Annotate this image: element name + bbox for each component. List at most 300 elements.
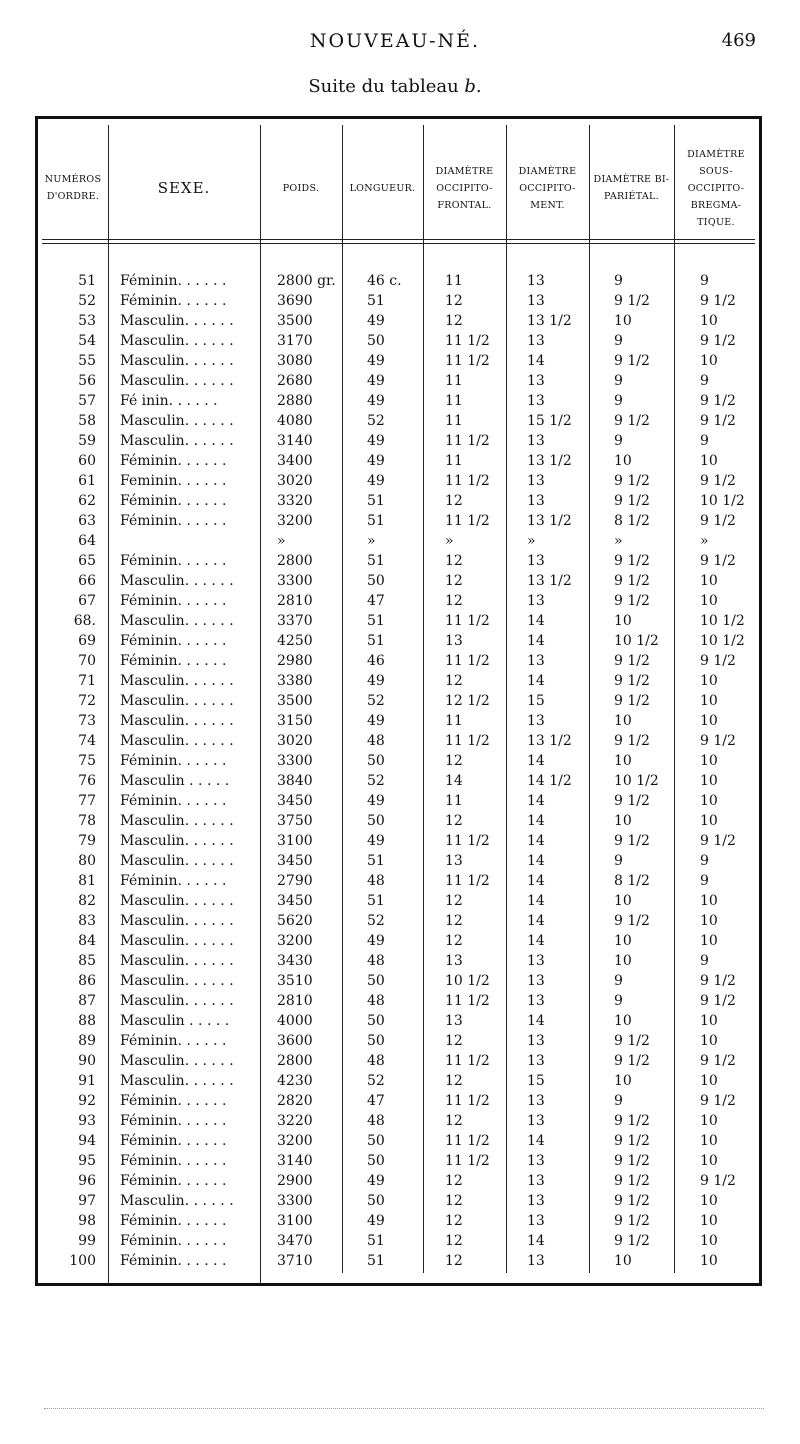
cell-sexe: Masculin . . . . . — [120, 1013, 230, 1029]
subtitle-text: Suite du tableau — [308, 76, 465, 97]
cell-poids: 3320 — [277, 493, 313, 509]
cell-sexe: Masculin. . . . . . — [120, 1053, 234, 1069]
cell-sexe: Feminin. . . . . . — [120, 473, 227, 489]
cell-occipito-frontal: 11 1/2 — [445, 353, 490, 369]
cell-sexe: Masculin. . . . . . — [120, 1073, 234, 1089]
cell-bi-parietal: 9 1/2 — [614, 293, 650, 309]
cell-occipito-frontal: 12 — [445, 1213, 463, 1229]
cell-numero: 60 — [78, 453, 96, 469]
cell-numero: 77 — [78, 793, 96, 809]
cell-bi-parietal: 9 1/2 — [614, 913, 650, 929]
cell-sexe: Masculin. . . . . . — [120, 573, 234, 589]
cell-sous-occipito-bregmatique: 9 — [700, 433, 709, 449]
cell-sous-occipito-bregmatique: 9 — [700, 373, 709, 389]
cell-longueur: 51 — [367, 853, 385, 869]
cell-occipito-mentonnier: 14 — [527, 853, 545, 869]
cell-longueur: 50 — [367, 813, 385, 829]
cell-poids: 3750 — [277, 813, 313, 829]
cell-occipito-mentonnier: 14 — [527, 793, 545, 809]
cell-sous-occipito-bregmatique: 9 1/2 — [700, 513, 736, 529]
cell-bi-parietal: 9 1/2 — [614, 653, 650, 669]
cell-sous-occipito-bregmatique: » — [700, 533, 709, 549]
cell-occipito-frontal: 11 1/2 — [445, 1053, 490, 1069]
cell-poids: 2900 — [277, 1173, 313, 1189]
cell-sous-occipito-bregmatique: 9 1/2 — [700, 1053, 736, 1069]
cell-sous-occipito-bregmatique: 9 1/2 — [700, 973, 736, 989]
cell-poids: 3300 — [277, 1193, 313, 1209]
cell-sous-occipito-bregmatique: 10 — [700, 1253, 718, 1269]
cell-longueur: 50 — [367, 573, 385, 589]
cell-longueur: » — [367, 533, 376, 549]
cell-occipito-frontal: 14 — [445, 773, 463, 789]
cell-occipito-mentonnier: 13 — [527, 273, 545, 289]
cell-longueur: 50 — [367, 1033, 385, 1049]
cell-longueur: 49 — [367, 393, 385, 409]
cell-occipito-mentonnier: 13 — [527, 393, 545, 409]
cell-numero: 83 — [78, 913, 96, 929]
cell-sous-occipito-bregmatique: 10 — [700, 1033, 718, 1049]
cell-sous-occipito-bregmatique: 10 — [700, 1153, 718, 1169]
cell-longueur: 49 — [367, 793, 385, 809]
cell-poids: 3220 — [277, 1113, 313, 1129]
cell-sexe: Masculin. . . . . . — [120, 833, 234, 849]
cell-bi-parietal: 9 1/2 — [614, 793, 650, 809]
cell-bi-parietal: 9 1/2 — [614, 473, 650, 489]
cell-longueur: 52 — [367, 1073, 385, 1089]
cell-poids: 2790 — [277, 873, 313, 889]
cell-poids: 2820 — [277, 1093, 313, 1109]
cell-bi-parietal: 9 — [614, 1093, 623, 1109]
page-footer-rule — [44, 1408, 764, 1413]
cell-bi-parietal: 9 1/2 — [614, 1153, 650, 1169]
cell-poids: 3100 — [277, 1213, 313, 1229]
cell-poids: 3500 — [277, 693, 313, 709]
cell-poids: 3450 — [277, 893, 313, 909]
cell-sexe: Masculin. . . . . . — [120, 433, 234, 449]
cell-longueur: 49 — [367, 373, 385, 389]
cell-bi-parietal: 10 — [614, 753, 632, 769]
cell-occipito-mentonnier: 13 — [527, 593, 545, 609]
cell-longueur: 49 — [367, 353, 385, 369]
cell-sous-occipito-bregmatique: 10 — [700, 1013, 718, 1029]
cell-occipito-frontal: 12 — [445, 1113, 463, 1129]
cell-numero: 59 — [78, 433, 96, 449]
cell-sexe: Masculin. . . . . . — [120, 693, 234, 709]
cell-occipito-frontal: 12 — [445, 493, 463, 509]
cell-occipito-frontal: 12 — [445, 1033, 463, 1049]
cell-occipito-frontal: 12 — [445, 1173, 463, 1189]
cell-sous-occipito-bregmatique: 10 — [700, 573, 718, 589]
cell-occipito-mentonnier: 13 1/2 — [527, 733, 572, 749]
cell-longueur: 49 — [367, 713, 385, 729]
cell-longueur: 51 — [367, 893, 385, 909]
cell-bi-parietal: 9 1/2 — [614, 1193, 650, 1209]
cell-occipito-frontal: 12 — [445, 1233, 463, 1249]
cell-sexe: Féminin. . . . . . — [120, 1113, 227, 1129]
cell-numero: 53 — [78, 313, 96, 329]
cell-occipito-frontal: 11 — [445, 393, 463, 409]
cell-numero: 57 — [78, 393, 96, 409]
cell-numero: 85 — [78, 953, 96, 969]
cell-occipito-frontal: 12 — [445, 753, 463, 769]
cell-bi-parietal: 9 1/2 — [614, 593, 650, 609]
cell-poids: 3500 — [277, 313, 313, 329]
cell-numero: 58 — [78, 413, 96, 429]
cell-bi-parietal: 9 1/2 — [614, 1173, 650, 1189]
cell-sous-occipito-bregmatique: 10 — [700, 673, 718, 689]
cell-occipito-frontal: 11 — [445, 793, 463, 809]
cell-poids: 3710 — [277, 1253, 313, 1269]
cell-occipito-frontal: 10 1/2 — [445, 973, 490, 989]
cell-bi-parietal: 9 — [614, 333, 623, 349]
cell-poids: 2980 — [277, 653, 313, 669]
cell-longueur: 51 — [367, 1253, 385, 1269]
cell-longueur: 49 — [367, 313, 385, 329]
cell-bi-parietal: 9 — [614, 393, 623, 409]
cell-numero: 80 — [78, 853, 96, 869]
cell-bi-parietal: 9 1/2 — [614, 573, 650, 589]
cell-occipito-frontal: 11 — [445, 413, 463, 429]
header-sexe: SEXE. — [157, 178, 211, 197]
cell-sous-occipito-bregmatique: 9 1/2 — [700, 393, 736, 409]
cell-longueur: 48 — [367, 1053, 385, 1069]
cell-occipito-frontal: 11 1/2 — [445, 613, 490, 629]
cell-sexe: Féminin. . . . . . — [120, 593, 227, 609]
cell-numero: 68. — [73, 613, 96, 629]
cell-occipito-frontal: 12 — [445, 1073, 463, 1089]
cell-poids: 3430 — [277, 953, 313, 969]
cell-sous-occipito-bregmatique: 9 1/2 — [700, 993, 736, 1009]
cell-poids: 2800 — [277, 553, 313, 569]
cell-poids: 3150 — [277, 713, 313, 729]
cell-occipito-frontal: 11 — [445, 273, 463, 289]
cell-occipito-mentonnier: 14 — [527, 913, 545, 929]
cell-bi-parietal: 9 1/2 — [614, 693, 650, 709]
cell-occipito-mentonnier: 13 — [527, 1253, 545, 1269]
cell-sexe: Masculin. . . . . . — [120, 333, 234, 349]
cell-bi-parietal: 9 1/2 — [614, 1233, 650, 1249]
cell-sexe: Féminin. . . . . . — [120, 1233, 227, 1249]
cell-poids: 3200 — [277, 933, 313, 949]
cell-poids: 2810 — [277, 593, 313, 609]
cell-numero: 63 — [78, 513, 96, 529]
cell-numero: 71 — [78, 673, 96, 689]
cell-bi-parietal: 10 1/2 — [614, 773, 659, 789]
cell-sous-occipito-bregmatique: 9 1/2 — [700, 413, 736, 429]
cell-occipito-frontal: 11 1/2 — [445, 473, 490, 489]
cell-longueur: 49 — [367, 433, 385, 449]
cell-occipito-mentonnier: 13 — [527, 1193, 545, 1209]
cell-numero: 62 — [78, 493, 96, 509]
cell-occipito-mentonnier: 13 — [527, 713, 545, 729]
cell-poids: 3140 — [277, 433, 313, 449]
cell-occipito-mentonnier: 14 — [527, 873, 545, 889]
cell-bi-parietal: 9 1/2 — [614, 1053, 650, 1069]
cell-occipito-mentonnier: 14 — [527, 1233, 545, 1249]
cell-sexe: Masculin. . . . . . — [120, 893, 234, 909]
cell-longueur: 51 — [367, 513, 385, 529]
cell-occipito-mentonnier: 13 — [527, 1113, 545, 1129]
cell-bi-parietal: 10 — [614, 1253, 632, 1269]
cell-poids: 2800 — [277, 1053, 313, 1069]
cell-numero: 100 — [69, 1253, 96, 1269]
cell-occipito-mentonnier: 13 — [527, 553, 545, 569]
cell-occipito-mentonnier: 13 — [527, 433, 545, 449]
cell-sexe: Masculin. . . . . . — [120, 853, 234, 869]
cell-occipito-mentonnier: 14 1/2 — [527, 773, 572, 789]
cell-numero: 93 — [78, 1113, 96, 1129]
cell-longueur: 49 — [367, 833, 385, 849]
cell-poids: 3300 — [277, 753, 313, 769]
cell-bi-parietal: 10 — [614, 313, 632, 329]
cell-sexe: Masculin. . . . . . — [120, 953, 234, 969]
cell-poids: 4080 — [277, 413, 313, 429]
cell-occipito-mentonnier: 14 — [527, 353, 545, 369]
cell-numero: 51 — [78, 273, 96, 289]
cell-sexe: Masculin. . . . . . — [120, 313, 234, 329]
cell-poids: 4000 — [277, 1013, 313, 1029]
cell-numero: 82 — [78, 893, 96, 909]
cell-occipito-mentonnier: 15 1/2 — [527, 413, 572, 429]
cell-sexe: Fé inin. . . . . . — [120, 393, 218, 409]
cell-numero: 78 — [78, 813, 96, 829]
cell-sexe: Féminin. . . . . . — [120, 453, 227, 469]
cell-longueur: 51 — [367, 613, 385, 629]
cell-occipito-frontal: 12 — [445, 553, 463, 569]
cell-sous-occipito-bregmatique: 10 — [700, 1193, 718, 1209]
cell-longueur: 52 — [367, 913, 385, 929]
cell-occipito-mentonnier: 13 — [527, 1033, 545, 1049]
cell-bi-parietal: 10 — [614, 1073, 632, 1089]
cell-numero: 86 — [78, 973, 96, 989]
cell-sous-occipito-bregmatique: 9 1/2 — [700, 653, 736, 669]
cell-occipito-frontal: 12 — [445, 813, 463, 829]
cell-bi-parietal: » — [614, 533, 623, 549]
subtitle-table-letter: b. — [464, 76, 482, 97]
cell-sous-occipito-bregmatique: 10 — [700, 893, 718, 909]
table-subtitle — [0, 76, 790, 97]
cell-poids: 3690 — [277, 293, 313, 309]
cell-bi-parietal: 9 1/2 — [614, 353, 650, 369]
cell-poids: 4230 — [277, 1073, 313, 1089]
cell-occipito-frontal: 12 — [445, 1193, 463, 1209]
cell-sous-occipito-bregmatique: 10 — [700, 813, 718, 829]
cell-poids: 3510 — [277, 973, 313, 989]
cell-occipito-mentonnier: 15 — [527, 693, 545, 709]
cell-poids: 2880 — [277, 393, 313, 409]
cell-occipito-mentonnier: 13 — [527, 293, 545, 309]
cell-occipito-frontal: 13 — [445, 853, 463, 869]
cell-numero: 87 — [78, 993, 96, 1009]
cell-sous-occipito-bregmatique: 10 — [700, 773, 718, 789]
cell-longueur: 51 — [367, 493, 385, 509]
cell-numero: 98 — [78, 1213, 96, 1229]
cell-occipito-frontal: 12 — [445, 933, 463, 949]
cell-occipito-mentonnier: 14 — [527, 633, 545, 649]
cell-occipito-frontal: 11 1/2 — [445, 513, 490, 529]
cell-occipito-mentonnier: 13 — [527, 653, 545, 669]
cell-sous-occipito-bregmatique: 9 1/2 — [700, 733, 736, 749]
cell-longueur: 49 — [367, 453, 385, 469]
cell-sous-occipito-bregmatique: 10 — [700, 793, 718, 809]
cell-occipito-mentonnier: 14 — [527, 613, 545, 629]
cell-bi-parietal: 9 — [614, 973, 623, 989]
cell-occipito-frontal: 11 1/2 — [445, 1153, 490, 1169]
cell-numero: 54 — [78, 333, 96, 349]
cell-numero: 94 — [78, 1133, 96, 1149]
cell-numero: 76 — [78, 773, 96, 789]
cell-bi-parietal: 10 — [614, 953, 632, 969]
cell-sexe: Masculin. . . . . . — [120, 673, 234, 689]
cell-longueur: 50 — [367, 1013, 385, 1029]
cell-occipito-frontal: 12 — [445, 573, 463, 589]
cell-sexe: Masculin. . . . . . — [120, 973, 234, 989]
cell-numero: 66 — [78, 573, 96, 589]
cell-numero: 64 — [78, 533, 96, 549]
cell-occipito-frontal: 12 — [445, 293, 463, 309]
cell-occipito-mentonnier: 13 — [527, 1053, 545, 1069]
header-occipito-frontal: DIAMÈTRE OCCIPITO-FRONTAL. — [435, 165, 494, 211]
cell-occipito-mentonnier: 13 1/2 — [527, 453, 572, 469]
cell-numero: 96 — [78, 1173, 96, 1189]
cell-occipito-frontal: 11 1/2 — [445, 733, 490, 749]
cell-sexe: Masculin. . . . . . — [120, 933, 234, 949]
column-divider — [342, 125, 343, 1273]
cell-sous-occipito-bregmatique: 10 — [700, 1213, 718, 1229]
cell-sexe: Féminin. . . . . . — [120, 1173, 227, 1189]
cell-occipito-frontal: 11 1/2 — [445, 1093, 490, 1109]
cell-occipito-frontal: 12 — [445, 1253, 463, 1269]
cell-occipito-frontal: 12 — [445, 913, 463, 929]
cell-numero: 81 — [78, 873, 96, 889]
cell-sous-occipito-bregmatique: 10 — [700, 933, 718, 949]
cell-occipito-frontal: 12 1/2 — [445, 693, 490, 709]
header-numeros: NUMÉROS D'ORDRE. — [44, 174, 102, 202]
cell-occipito-mentonnier: 14 — [527, 1013, 545, 1029]
column-divider — [423, 125, 424, 1273]
cell-occipito-frontal: 11 — [445, 453, 463, 469]
cell-bi-parietal: 9 — [614, 993, 623, 1009]
cell-longueur: 49 — [367, 473, 385, 489]
cell-sous-occipito-bregmatique: 10 1/2 — [700, 633, 745, 649]
cell-longueur: 48 — [367, 993, 385, 1009]
running-head — [0, 30, 800, 60]
cell-poids: 3140 — [277, 1153, 313, 1169]
cell-sexe: Féminin. . . . . . — [120, 1253, 227, 1269]
cell-sexe: Féminin. . . . . . — [120, 1133, 227, 1149]
cell-occipito-mentonnier: 13 — [527, 1093, 545, 1109]
cell-occipito-mentonnier: 14 — [527, 813, 545, 829]
cell-sous-occipito-bregmatique: 10 — [700, 753, 718, 769]
column-divider — [674, 125, 675, 1273]
cell-sexe: Féminin. . . . . . — [120, 753, 227, 769]
cell-longueur: 50 — [367, 1133, 385, 1149]
cell-numero: 89 — [78, 1033, 96, 1049]
cell-poids: 3840 — [277, 773, 313, 789]
cell-bi-parietal: 9 1/2 — [614, 553, 650, 569]
cell-sexe: Féminin. . . . . . — [120, 493, 227, 509]
cell-sexe: Masculin. . . . . . — [120, 813, 234, 829]
cell-sexe: Féminin. . . . . . — [120, 293, 227, 309]
cell-numero: 95 — [78, 1153, 96, 1169]
cell-sous-occipito-bregmatique: 10 — [700, 713, 718, 729]
cell-occipito-frontal: 11 — [445, 713, 463, 729]
cell-sous-occipito-bregmatique: 10 — [700, 313, 718, 329]
cell-longueur: 46 — [367, 653, 385, 669]
cell-bi-parietal: 9 1/2 — [614, 413, 650, 429]
cell-occipito-frontal: 13 — [445, 953, 463, 969]
cell-bi-parietal: 10 — [614, 893, 632, 909]
cell-sous-occipito-bregmatique: 9 1/2 — [700, 293, 736, 309]
cell-poids: 3300 — [277, 573, 313, 589]
header-longueur: LONGUEUR. — [349, 182, 416, 194]
cell-numero: 73 — [78, 713, 96, 729]
cell-occipito-frontal: 13 — [445, 633, 463, 649]
cell-sexe: Féminin. . . . . . — [120, 1153, 227, 1169]
cell-poids: 3200 — [277, 513, 313, 529]
cell-longueur: 50 — [367, 1153, 385, 1169]
cell-occipito-frontal: 11 1/2 — [445, 333, 490, 349]
cell-sous-occipito-bregmatique: 10 — [700, 913, 718, 929]
cell-sous-occipito-bregmatique: 9 1/2 — [700, 1093, 736, 1109]
cell-numero: 99 — [78, 1233, 96, 1249]
cell-sous-occipito-bregmatique: 10 — [700, 1073, 718, 1089]
cell-longueur: 48 — [367, 953, 385, 969]
cell-bi-parietal: 9 — [614, 433, 623, 449]
cell-poids: 3370 — [277, 613, 313, 629]
cell-occipito-frontal: 12 — [445, 593, 463, 609]
cell-occipito-mentonnier: 13 — [527, 1213, 545, 1229]
cell-sexe: Masculin. . . . . . — [120, 413, 234, 429]
column-divider — [260, 125, 261, 1283]
cell-occipito-frontal: 11 1/2 — [445, 873, 490, 889]
cell-occipito-mentonnier: 13 — [527, 493, 545, 509]
cell-bi-parietal: 8 1/2 — [614, 873, 650, 889]
cell-occipito-mentonnier: 13 1/2 — [527, 573, 572, 589]
cell-sexe: Féminin. . . . . . — [120, 273, 227, 289]
cell-longueur: 48 — [367, 733, 385, 749]
cell-numero: 91 — [78, 1073, 96, 1089]
cell-sexe: Féminin. . . . . . — [120, 793, 227, 809]
cell-occipito-mentonnier: 14 — [527, 1133, 545, 1149]
cell-sous-occipito-bregmatique: 9 1/2 — [700, 1173, 736, 1189]
cell-sous-occipito-bregmatique: 10 — [700, 353, 718, 369]
cell-occipito-frontal: 11 1/2 — [445, 433, 490, 449]
cell-bi-parietal: 8 1/2 — [614, 513, 650, 529]
cell-longueur: 52 — [367, 773, 385, 789]
page-title: NOUVEAU-NÉ. — [309, 30, 481, 52]
cell-poids: » — [277, 533, 286, 549]
cell-longueur: 49 — [367, 1173, 385, 1189]
cell-occipito-mentonnier: 14 — [527, 893, 545, 909]
cell-occipito-mentonnier: 13 — [527, 993, 545, 1009]
cell-numero: 88 — [78, 1013, 96, 1029]
cell-occipito-frontal: 11 1/2 — [445, 1133, 490, 1149]
cell-occipito-frontal: 11 1/2 — [445, 993, 490, 1009]
cell-sexe: Masculin. . . . . . — [120, 353, 234, 369]
cell-numero: 74 — [78, 733, 96, 749]
cell-sexe: Masculin. . . . . . — [120, 613, 234, 629]
cell-occipito-mentonnier: 13 — [527, 953, 545, 969]
measurement-table — [35, 116, 762, 1286]
cell-poids: 3450 — [277, 793, 313, 809]
header-occipito-mentonnier: DIAMÈTRE OCCIPITO-MENT. — [518, 165, 577, 211]
cell-occipito-mentonnier: 13 1/2 — [527, 313, 572, 329]
cell-poids: 3020 — [277, 733, 313, 749]
cell-sous-occipito-bregmatique: 10 — [700, 593, 718, 609]
cell-sexe: Féminin. . . . . . — [120, 553, 227, 569]
cell-bi-parietal: 10 — [614, 713, 632, 729]
